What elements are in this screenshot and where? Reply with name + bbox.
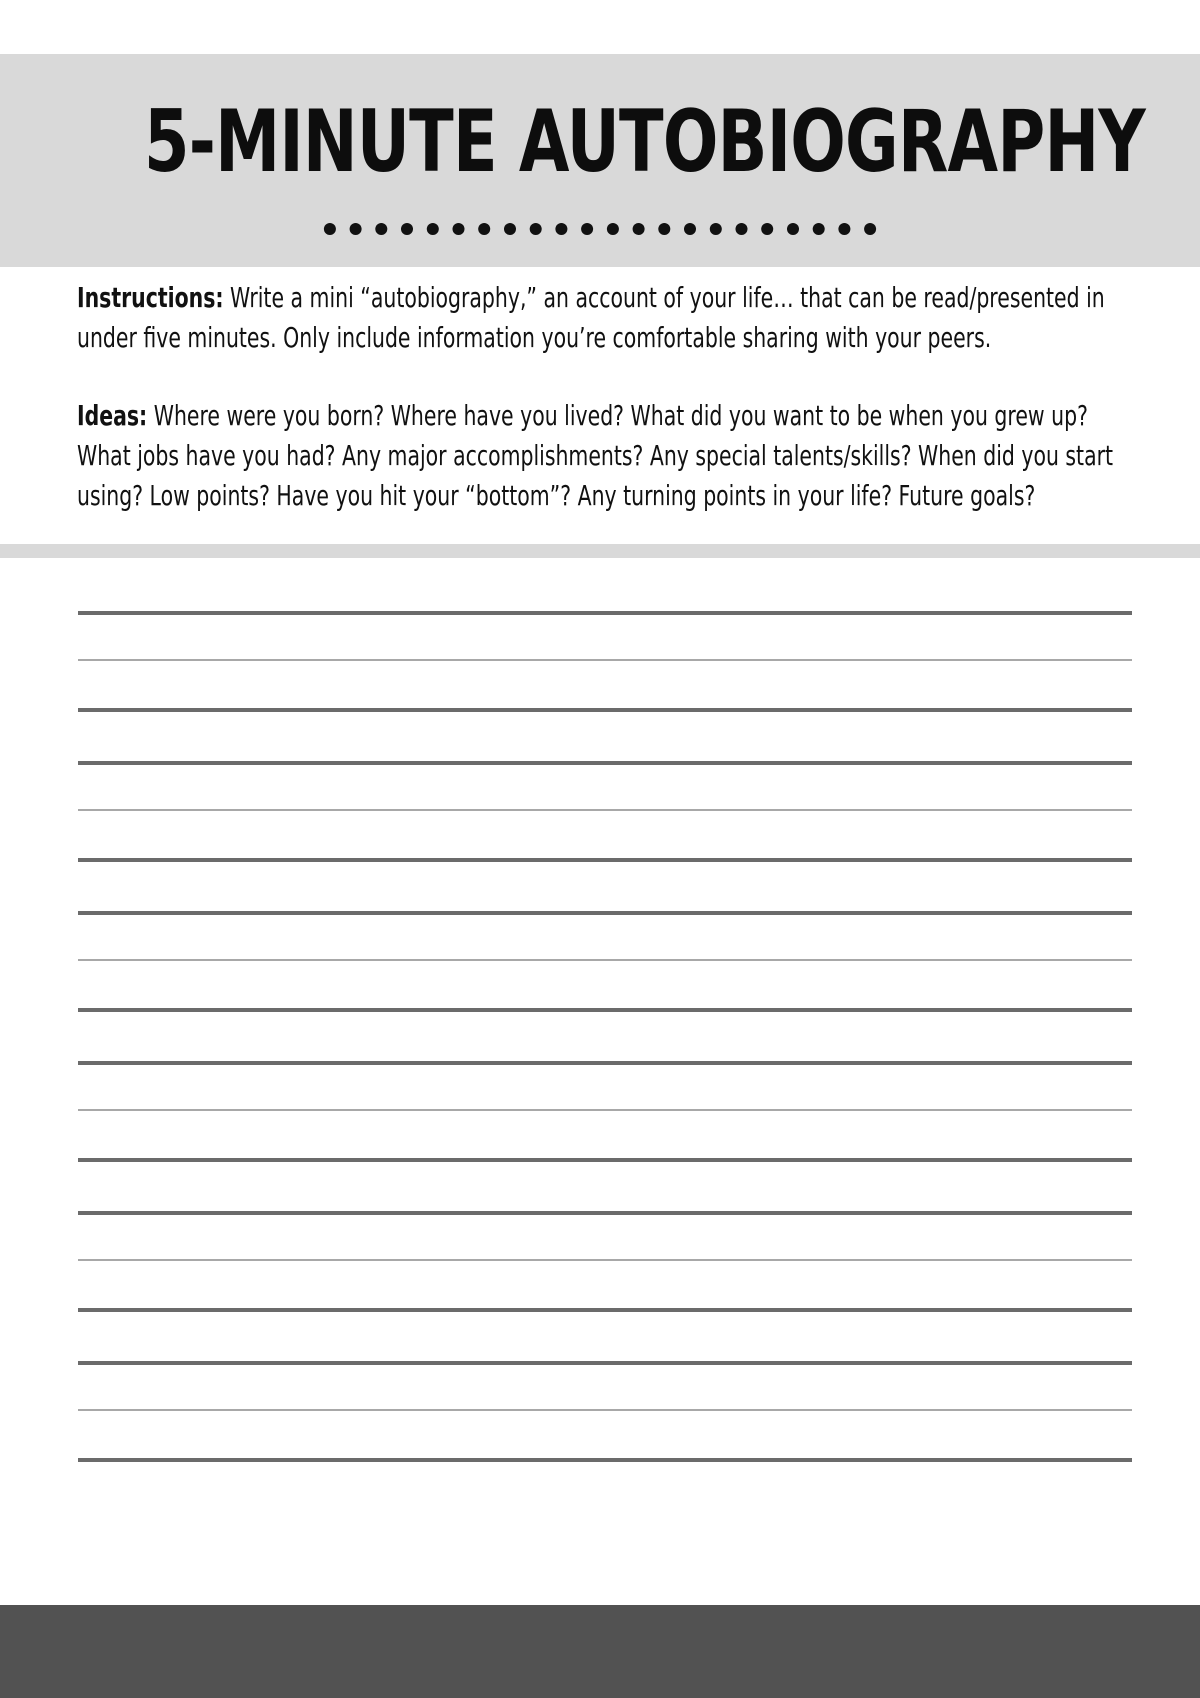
ideas-label: Ideas: [77,399,148,432]
footer-band [0,1605,1200,1698]
instructions-text: Write a mini “autobiography,” an account of your life… that can be read/presented in under five minutes. Only include information you’re comfortable sharing with your peers. [77,281,1105,354]
page-title: 5-MINUTE AUTOBIOGRAPHY [144,92,1145,192]
writing-lines[interactable] [78,0,1145,1698]
ideas-text: Where were you born? Where have you lived? What did you want to be when you grew up? What jobs have you had? Any major accomplishments? Any special talents/skills? When did you start using? Low points? Have you hit your “bottom”? Any turning points in your life? Future goals? [77,399,1114,512]
instructions-label: Instructions: [77,281,224,314]
